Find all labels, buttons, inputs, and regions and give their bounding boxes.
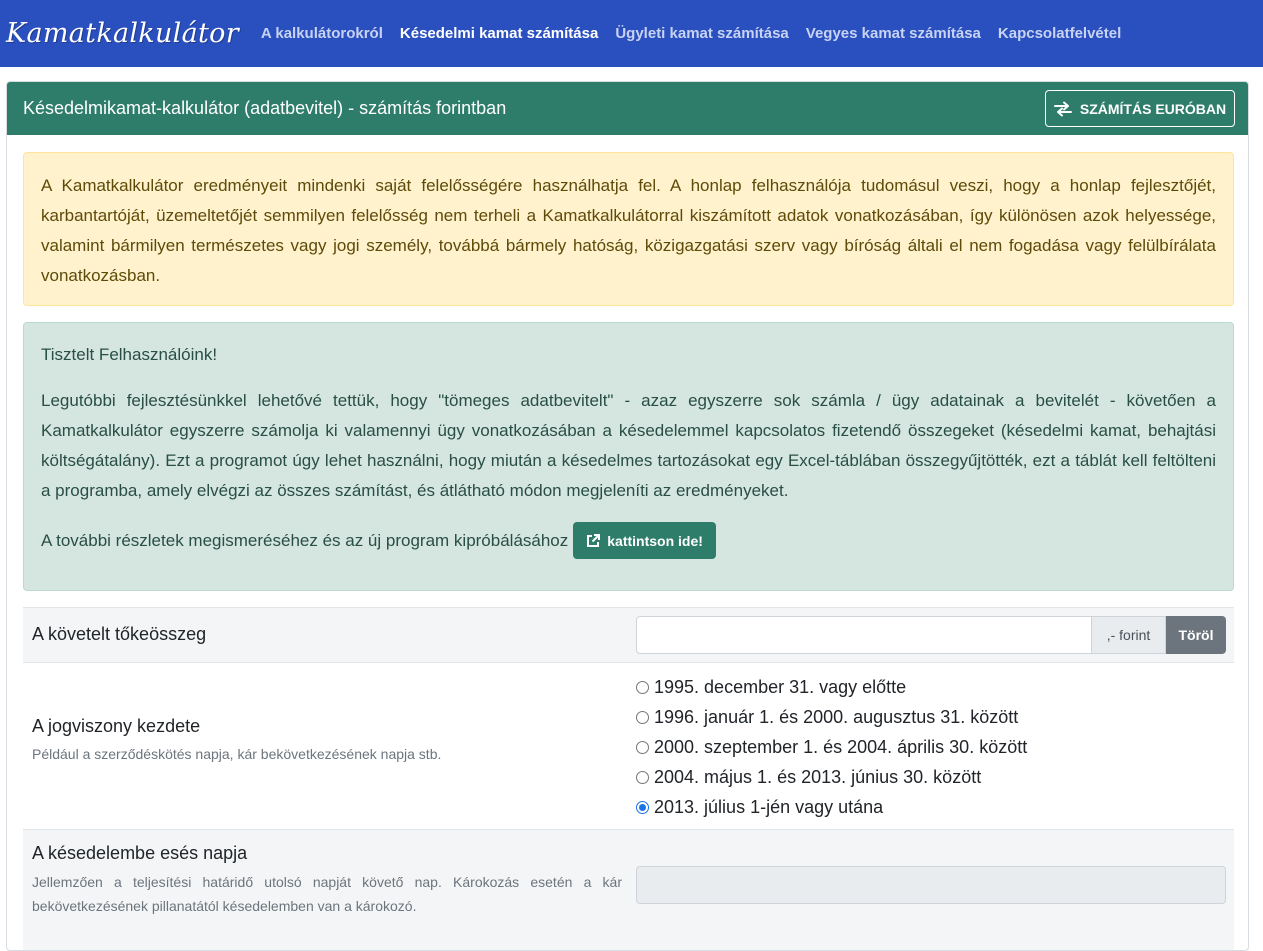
details-link-button[interactable]: [573, 522, 716, 559]
principal-row: [23, 607, 1234, 662]
radio-label: 2000. szeptember 1. és 2004. április 30. között: [654, 736, 1028, 757]
radio-button[interactable]: [636, 681, 649, 694]
radio-button[interactable]: [636, 711, 649, 724]
brand-logo[interactable]: Kamatkalkulátor: [6, 18, 239, 49]
default-date-label: A késedelembe esés napja: [32, 843, 248, 863]
principal-label: A követelt tőkeösszeg: [32, 624, 207, 644]
details-link-label: kattintson ide!: [607, 532, 703, 549]
card-header: [7, 82, 1249, 135]
top-navbar: [0, 0, 1263, 67]
radio-option-2000-2004[interactable]: [636, 732, 1027, 762]
radio-option-2013-after[interactable]: [636, 792, 1027, 822]
card-title: Késedelmikamat-kalkulátor (adatbevitel) - számítás forintban: [23, 98, 507, 118]
disclaimer-alert: [23, 152, 1234, 306]
radio-label: 2013. július 1-jén vagy utána: [654, 796, 884, 817]
radio-button-selected[interactable]: [636, 801, 649, 814]
radio-label: 2004. május 1. és 2013. június 30. között: [654, 766, 982, 787]
default-date-input[interactable]: [636, 866, 1226, 904]
relationship-start-help: Például a szerződéskötés napja, kár bekövetkezésének napja stb.: [32, 746, 442, 762]
nav-link-transaction-interest[interactable]: Ügyleti kamat számítása: [615, 25, 789, 42]
principal-input-group: [636, 616, 1226, 654]
default-date-help: Jellemzően a teljesítési határidő utolsó napját követő nap. Károkozás esetén a kár bekövetkezésének pillanatától késedelemben van a károkozó.: [32, 874, 622, 914]
nav-link-about[interactable]: A kalkulátorokról: [260, 25, 383, 42]
disclaimer-text: A Kamatkalkulátor eredményeit mindenki saját felelősségére használhatja fel. A honlap felhasználója tudomásul veszi, hogy a honlap fejlesztőjét, karbantartóját, üzemeltetőjét semmilyen felelősség nem terheli a Kamatkalkulátorral kiszámított adatok vonatkozásában, így különösen azok helyessége, valamint bármilyen természetes vagy jogi személy, továbbá bármely hatóság, közigazgatási szerv vagy bíróság általi el nem fogadása vagy felülbírálata vonatkozásban.: [41, 176, 1216, 285]
info-more-text: A további részletek megismeréséhez és az új program kipróbálásához: [41, 530, 569, 550]
relationship-start-label: A jogviszony kezdete: [32, 716, 201, 736]
bulk-input-info-alert: [23, 322, 1234, 591]
exchange-arrows-icon: [1054, 101, 1072, 117]
radio-button[interactable]: [636, 741, 649, 754]
radio-option-1996-2000[interactable]: [636, 702, 1027, 732]
euro-calculation-button[interactable]: [1045, 90, 1235, 127]
radio-label: 1995. december 31. vagy előtte: [654, 676, 907, 697]
radio-label: 1996. január 1. és 2000. augusztus 31. között: [654, 706, 1019, 727]
clear-button[interactable]: Töröl: [1166, 616, 1226, 654]
currency-addon: ,- forint: [1092, 616, 1166, 654]
nav-link-contact[interactable]: Kapcsolatfelvétel: [997, 25, 1122, 42]
nav-link-default-interest[interactable]: Késedelmi kamat számítása: [399, 25, 599, 42]
default-date-row: [23, 829, 1234, 951]
relationship-start-row: [23, 662, 1234, 829]
radio-button[interactable]: [636, 771, 649, 784]
external-link-icon: [586, 534, 600, 548]
info-greeting: Tisztelt Felhasználóink!: [41, 345, 218, 364]
radio-option-2004-2013[interactable]: [636, 762, 1027, 792]
radio-option-1995[interactable]: [636, 672, 1027, 702]
calculator-card: [6, 81, 1249, 951]
info-more-line: [41, 522, 1216, 559]
principal-input[interactable]: [636, 616, 1092, 654]
info-body: Legutóbbi fejlesztésünkkel lehetővé tettük, hogy "tömeges adatbevitelt" - azaz egyszerre sok számla / ügy adatainak a bevitelét - követően a Kamatkalkulátor egyszerre számolja ki valamennyi ügy vonatkozásában a késedelemmel kapcsolatos fizetendő összegeket (késedelmi kamat, behajtási költségátalány). Ezt a programot úgy lehet használni, hogy miután a késedelmes tartozásokat egy Excel-táblában összegyűjtötték, ezt a táblát kell feltölteni a programba, amely elvégzi az összes számítást, és átlátható módon megjeleníti az eredményeket.: [41, 391, 1216, 500]
relationship-start-options: [636, 672, 1027, 822]
euro-calculation-label: SZÁMÍTÁS EURÓBAN: [1079, 100, 1227, 117]
nav-link-mixed-interest[interactable]: Vegyes kamat számítása: [805, 25, 981, 42]
